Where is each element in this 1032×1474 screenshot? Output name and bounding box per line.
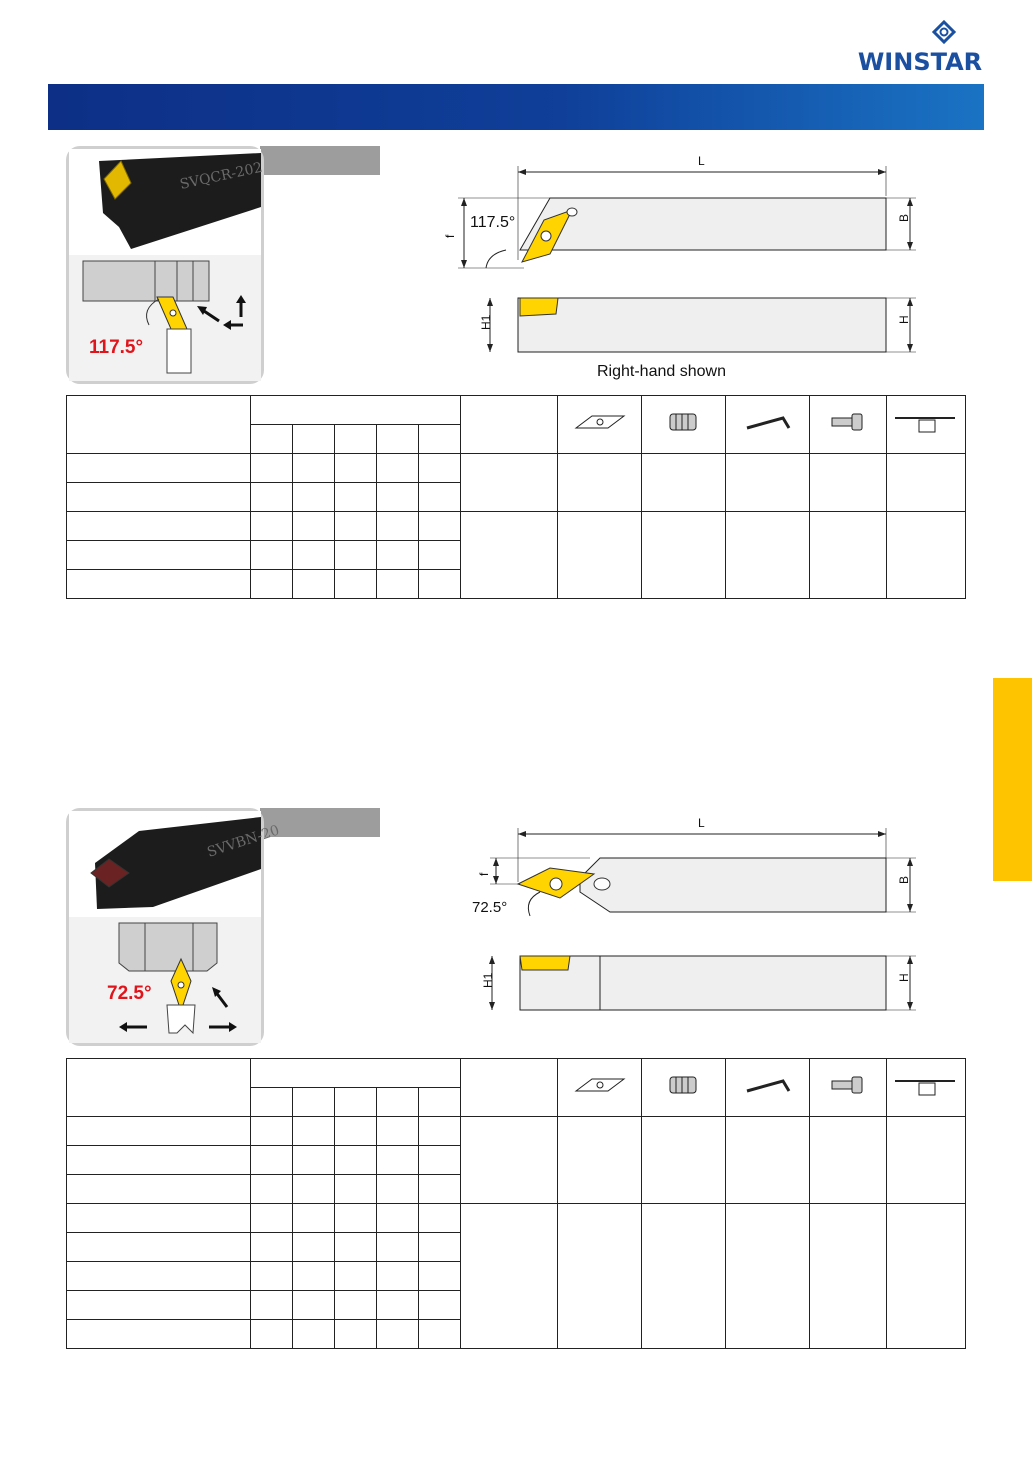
table-header-cell — [419, 425, 461, 454]
table-header-cell — [419, 1088, 461, 1117]
table-row — [67, 1204, 966, 1233]
brand-name: WINSTAR — [857, 48, 983, 76]
section2-tool-photo-box — [66, 808, 282, 1046]
table-header-cell — [67, 1059, 251, 1117]
insert-icon — [570, 1073, 630, 1097]
hex-key-icon — [743, 410, 793, 434]
table-header-cell — [251, 1088, 293, 1117]
logo-emblem-icon — [850, 18, 990, 52]
winstar-logo — [850, 18, 990, 74]
table-header-cell — [461, 396, 558, 454]
section2-dim-angle: 72.5° — [472, 899, 508, 916]
section1-tool-marking: SVQCR-202 — [178, 159, 264, 193]
clamp-screw-icon — [828, 410, 868, 434]
section2-dim-H1: H1 — [481, 972, 495, 988]
section1-dim-B: B — [897, 213, 911, 222]
table-header-cell — [726, 396, 810, 454]
torx-wrench-icon — [891, 410, 961, 434]
section1-angle-label: 117.5° — [89, 337, 144, 358]
table-header-cell — [642, 396, 726, 454]
table-header-cell — [558, 396, 642, 454]
table-header-cell — [67, 396, 251, 454]
table-row — [67, 454, 966, 483]
section1-spec-table — [66, 395, 966, 599]
table-header-cell — [461, 1059, 558, 1117]
header-banner — [48, 84, 984, 130]
table-header-cell — [251, 1059, 461, 1088]
table-row — [67, 1117, 966, 1146]
side-index-tab[interactable] — [993, 678, 1032, 881]
hex-key-icon — [743, 1073, 793, 1097]
table-header-cell — [810, 1059, 887, 1117]
table-header-cell — [642, 1059, 726, 1117]
section2-tool-illustration — [69, 811, 282, 1043]
section2-dimension-drawing — [440, 812, 940, 1022]
section1-dim-L: L — [698, 154, 705, 168]
insert-icon — [570, 410, 630, 434]
section1-dim-H1: H1 — [479, 314, 493, 330]
table-header-cell — [377, 1088, 419, 1117]
table-row — [67, 512, 966, 541]
section1-dimension-drawing — [440, 150, 940, 360]
table-header-cell — [558, 1059, 642, 1117]
section2-dim-f: f — [477, 872, 491, 876]
table-header-cell — [251, 425, 293, 454]
section1-dim-H: H — [897, 315, 911, 324]
section1-dim-f: f — [443, 234, 457, 238]
section2-angle-label: 72.5° — [107, 983, 152, 1004]
table-header-cell — [887, 1059, 966, 1117]
section1-caption: Right-hand shown — [597, 363, 726, 380]
section2-dim-L: L — [698, 816, 705, 830]
section2-dim-H: H — [897, 973, 911, 982]
table-header-cell — [335, 1088, 377, 1117]
table-header-cell — [251, 396, 461, 425]
section1-tool-photo-box — [66, 146, 264, 384]
table-header-cell — [293, 425, 335, 454]
section2-spec-table — [66, 1058, 966, 1349]
table-header-cell — [335, 425, 377, 454]
clamp-screw-icon — [828, 1073, 868, 1097]
section2-dim-B: B — [897, 875, 911, 884]
shim-screw-icon — [664, 1073, 704, 1097]
table-header-cell — [377, 425, 419, 454]
section2-tool-marking: SVVBN-20 — [205, 822, 282, 861]
table-header-cell — [726, 1059, 810, 1117]
table-header-cell — [293, 1088, 335, 1117]
section1-dim-angle: 117.5° — [470, 214, 516, 231]
section1-title-strip — [260, 146, 380, 175]
table-header-cell — [810, 396, 887, 454]
torx-wrench-icon — [891, 1073, 961, 1097]
shim-screw-icon — [664, 410, 704, 434]
table-header-cell — [887, 396, 966, 454]
